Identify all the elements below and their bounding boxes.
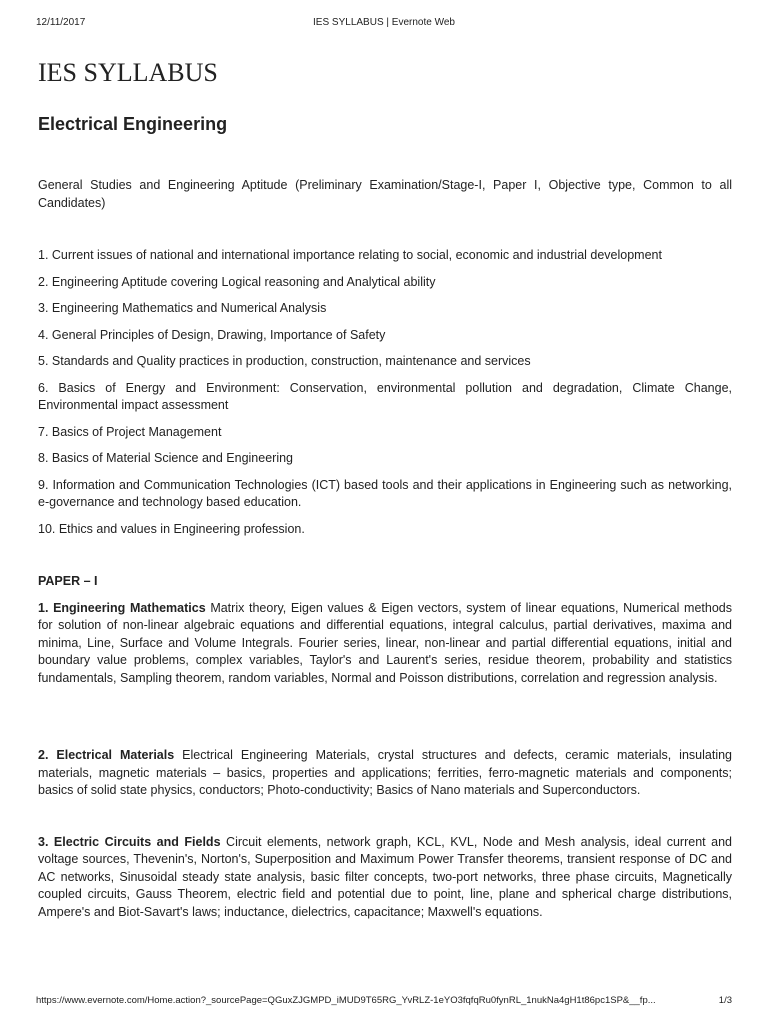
section-body: Circuit elements, network graph, KCL, KVL, Node and Mesh analysis, ideal current and voltage sources, Thevenin's, Norton's, Superposition and Maximum Power Transfer theorems, transient response of DC and AC networks, Sinusoidal steady state analysis, basic filter concepts, two-port networks, three phase circuits, Magnetically coupled circuits, Gauss Theorem, electric field and potential due to point, line, plane and spherical charge distributions, Ampere's and Biot-Savart's laws; inductance, dielectrics, capacitance; Maxwell's equations. — [38, 834, 733, 919]
print-title: IES SYLLABUS | Evernote Web — [313, 17, 455, 28]
syllabus-section — [38, 600, 732, 688]
note-content — [38, 55, 732, 921]
list-item: 5. Standards and Quality practices in production, construction, maintenance and services — [38, 354, 531, 368]
syllabus-section — [38, 834, 732, 922]
list-item: 9. Information and Communication Technologies (ICT) based tools and their applications in Engineering such as networking, e-governance and technology based education. — [38, 477, 732, 509]
page-title: IES SYLLABUS — [38, 58, 218, 87]
paper-heading: PAPER – I — [38, 574, 98, 588]
section-heading: 2. Electrical Materials — [38, 748, 175, 762]
list-item: 1. Current issues of national and international importance relating to social, economic and industrial development — [38, 248, 662, 262]
list-item: 10. Ethics and values in Engineering profession. — [38, 521, 305, 536]
print-header — [36, 17, 732, 31]
intro-paragraph: General Studies and Engineering Aptitude (Preliminary Examination/Stage-I, Paper I, Objective type, Common to all Candidates) — [38, 178, 732, 210]
list-item: 8. Basics of Material Science and Engineering — [38, 451, 294, 465]
section-body: Matrix theory, Eigen values & Eigen vectors, system of linear equations, Numerical methods for solution of non-linear algebraic equations and differential equations, integral calculus, partial derivatives, maxima and minima, Line, Surface and Volume Integrals. Fourier series, linear, non-linear and partial differential equations, initial and boundary value problems, complex variables, Taylor's and Laurent's series, residue theorem, probability and statistics fundamentals, Sampling theorem, random variables, Normal and Poisson distributions, correlation and regression analysis. — [38, 600, 733, 685]
print-date: 12/11/2017 — [36, 17, 86, 28]
section-body: Electrical Engineering Materials, crystal structures and defects, ceramic materials, insulating materials, magnetic materials – basics, properties and applications; ferrities, ferro-magnetic materials and components; basics of solid state physics, conductors; Photo-conductivity; Basics of Nano materials and Superconductors. — [38, 748, 732, 797]
list-item: 7. Basics of Project Management — [38, 424, 222, 439]
page-url: https://www.evernote.com/Home.action?_sourcePage=QGuxZJGMPD_iMUD9T65RG_YvRLZ-1eYO3fqfqRu0fynRL_1nukNa4gH1t86pc1SP&__fp... — [36, 995, 656, 1006]
print-footer — [36, 995, 732, 1009]
list-item: 2. Engineering Aptitude covering Logical reasoning and Analytical ability — [38, 274, 436, 289]
page-subtitle: Electrical Engineering — [38, 114, 228, 134]
section-heading: 3. Electric Circuits and Fields — [38, 834, 221, 849]
list-item: 6. Basics of Energy and Environment: Conservation, environmental pollution and degradation, Climate Change, Environmental impact assessment — [38, 380, 732, 412]
page-number: 1/3 — [718, 995, 732, 1006]
list-item: 3. Engineering Mathematics and Numerical Analysis — [38, 301, 327, 315]
list-item: 4. General Principles of Design, Drawing, Importance of Safety — [38, 327, 386, 342]
syllabus-section — [38, 747, 732, 800]
section-heading: 1. Engineering Mathematics — [38, 600, 206, 615]
topic-list — [38, 247, 732, 538]
